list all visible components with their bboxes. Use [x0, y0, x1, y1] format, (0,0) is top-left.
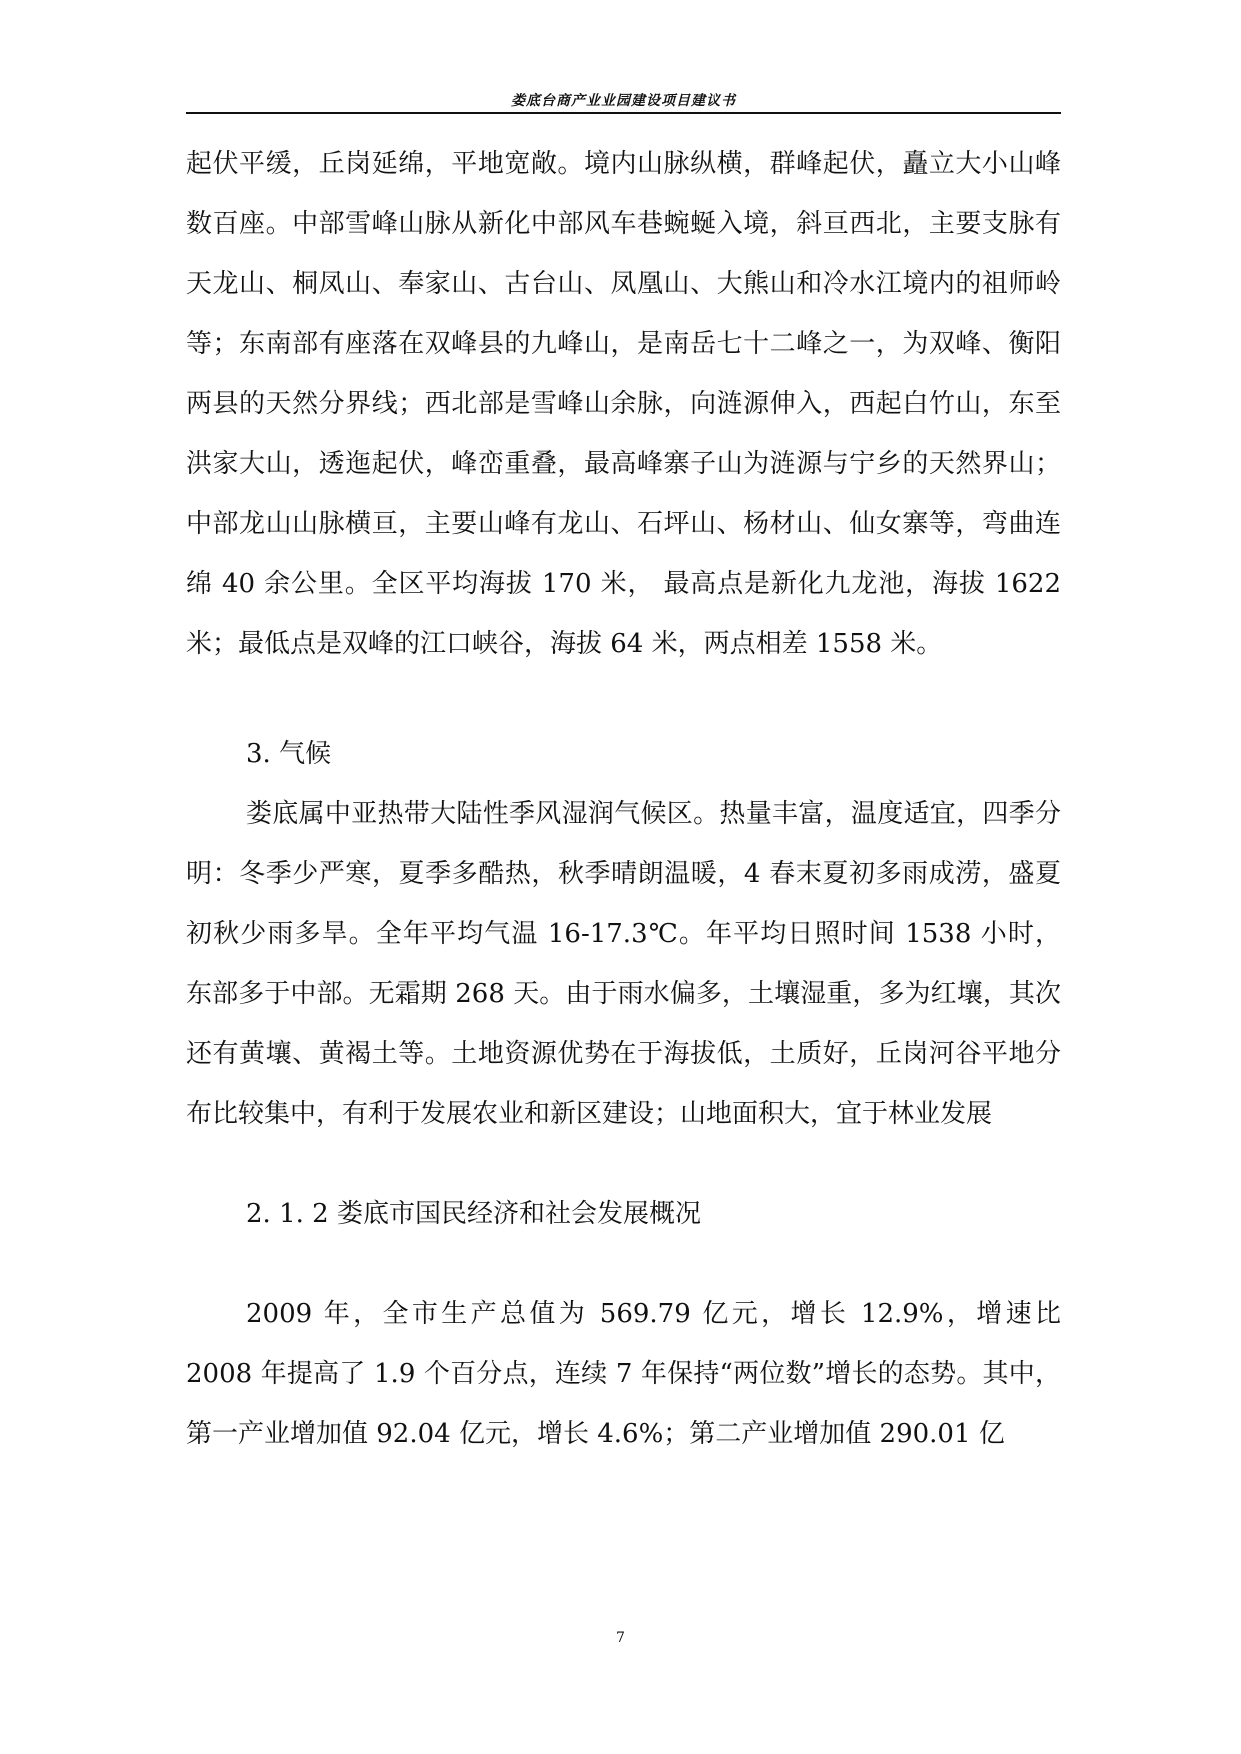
- terrain-paragraph: 起伏平缓，丘岗延绵，平地宽敞。境内山脉纵横，群峰起伏，矗立大小山峰数百座。中部雪峰山脉从新化中部风车巷蜿蜒入境，斜亘西北，主要支脉有天龙山、桐凤山、奉家山、古台山、凤凰山、大熊山和冷水江境内的祖师岭等；东南部有座落在双峰县的九峰山，是南岳七十二峰之一，为双峰、衡阳两县的天然分界线；西北部是雪峰山余脉，向涟源伸入，西起白竹山，东至洪家大山，透迤起伏，峰峦重叠，最高峰寨子山为涟源与宁乡的天然界山；中部龙山山脉横亘，主要山峰有龙山、石坪山、杨材山、仙女寨等，弯曲连绵 40 余公里。全区平均海拔 170 米， 最高点是新化九龙池，海拔 1622 米；最低点是双峰的江口峡谷，海拔 64 米，两点相差 1558 米。: [186, 149, 1061, 659]
- header-divider: [186, 112, 1061, 114]
- page-number: 7: [616, 1630, 625, 1646]
- document-body: [186, 134, 1061, 1464]
- climate-paragraph: 娄底属中亚热带大陆性季风湿润气候区。热量丰富，温度适宜，四季分明：冬季少严寒，夏季多酷热，秋季晴朗温暖，4 春末夏初多雨成涝，盛夏初秋少雨多旱。全年平均气温 16-17.3℃。年平均日照时间 1538 小时， 东部多于中部。无霜期 268 天。由于雨水偏多，土壤湿重，多为红壤，其次还有黄壤、黄褐土等。土地资源优势在于海拔低，土质好，丘岗河谷平地分布比较集中，有利于发展农业和新区建设；山地面积大，宜于林业发展: [186, 799, 1061, 1129]
- economy-section-heading: 2. 1. 2 娄底市国民经济和社会发展概况: [246, 1199, 701, 1229]
- climate-section-heading: 3. 气候: [246, 739, 332, 769]
- running-header-title: 娄底台商产业业园建设项目建议书: [511, 93, 736, 109]
- economy-paragraph: 2009 年，全市生产总值为 569.79 亿元，增长 12.9%，增速比 2008 年提高了 1.9 个百分点，连续 7 年保持“两位数”增长的态势。其中，第一产业增加值 92.04 亿元，增长 4.6%；第二产业增加值 290.01 亿: [186, 1299, 1061, 1449]
